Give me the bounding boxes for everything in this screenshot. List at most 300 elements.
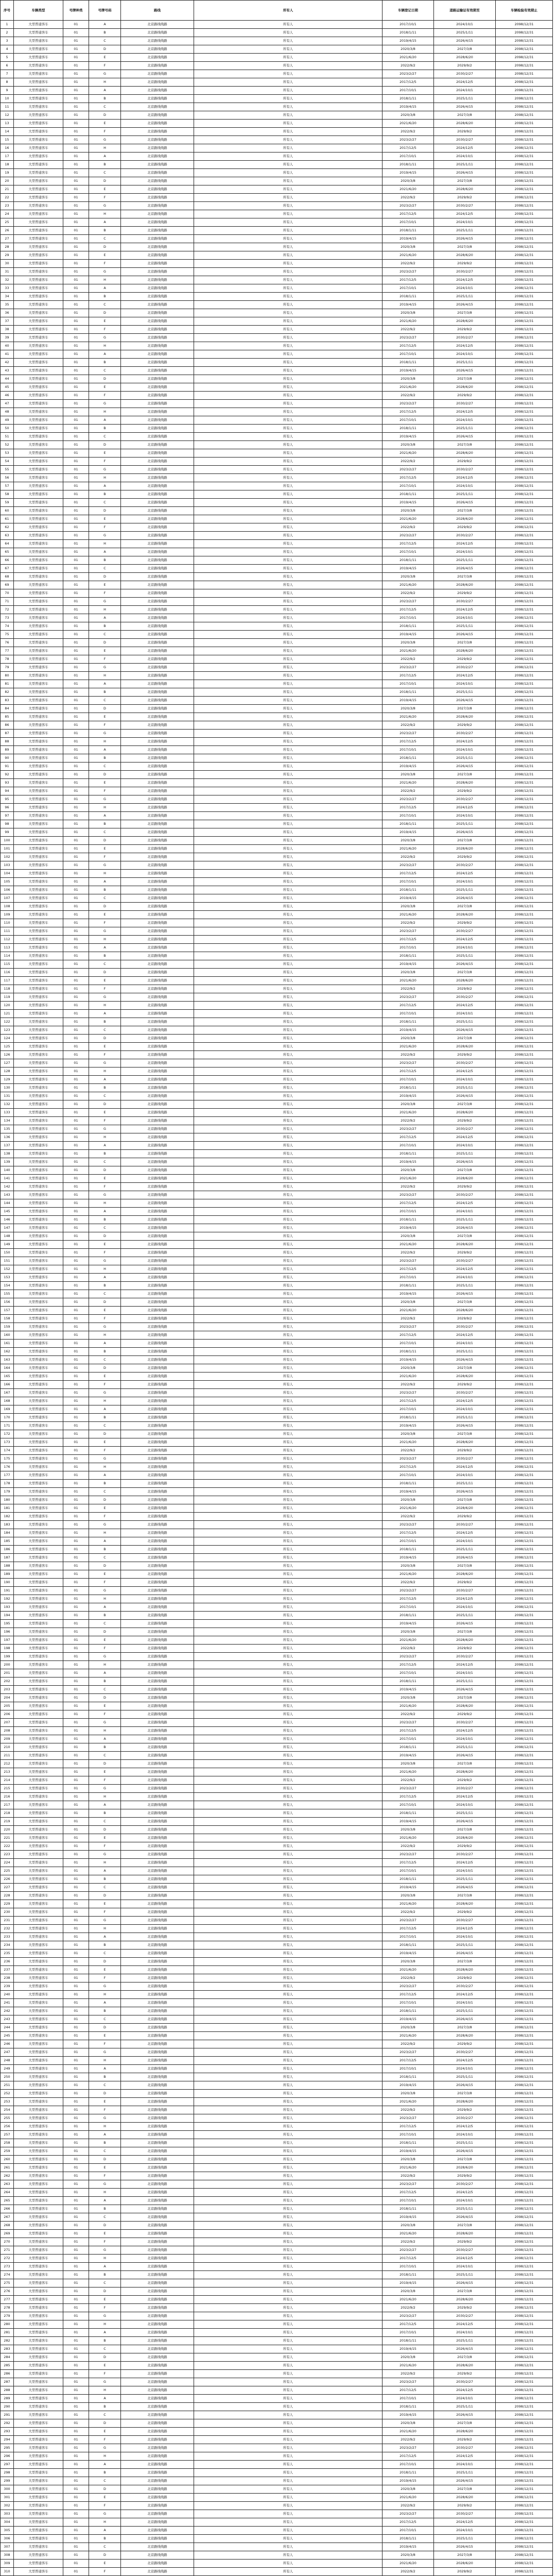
table-cell: 2098/12/31 [496, 894, 553, 903]
table-cell: 2024/10/1 [434, 2131, 496, 2139]
table-cell: 01 [63, 2287, 89, 2296]
table-cell: 大型普通客车 [14, 1760, 63, 1768]
table-row [1, 1727, 553, 1735]
table-cell: 所有人 [194, 1035, 383, 1043]
table-cell: 01 [63, 589, 89, 598]
table-cell: 301 [1, 2494, 14, 2502]
table-cell: E [89, 2560, 121, 2568]
table-cell: 2024/10/1 [434, 21, 496, 29]
table-cell: 120 [1, 1002, 14, 1010]
table-cell: 2098/12/31 [496, 1710, 553, 1719]
table-cell: 所有人 [194, 1801, 383, 1809]
table-cell: 01 [63, 1307, 89, 1315]
table-cell: 2018/1/11 [383, 952, 434, 960]
table-row [1, 1059, 553, 1067]
table-cell: 2098/12/31 [496, 433, 553, 441]
table-cell: 2022/9/2 [383, 392, 434, 400]
table-cell: 2023/2/27 [383, 1521, 434, 1529]
table-cell: 61 [1, 515, 14, 523]
table-cell: 2024/10/1 [434, 350, 496, 359]
table-cell: 所有人 [194, 771, 383, 779]
table-cell: 2025/1/11 [434, 820, 496, 828]
table-cell: E [89, 1109, 121, 1117]
table-cell: 203 [1, 1686, 14, 1694]
table-cell: 大型普通客车 [14, 1752, 63, 1760]
table-cell: 所有人 [194, 2353, 383, 2362]
table-cell: 214 [1, 1776, 14, 1785]
table-cell: 2098/12/31 [496, 2296, 553, 2304]
table-cell: 所有人 [194, 1925, 383, 1933]
table-cell: 270 [1, 2238, 14, 2246]
table-cell: 296 [1, 2452, 14, 2461]
table-row [1, 2057, 553, 2065]
table-cell: 大型普通客车 [14, 515, 63, 523]
table-cell: 2026/4/15 [434, 1092, 496, 1100]
table-cell: 北京路线线路 [121, 2090, 194, 2098]
table-cell: 大型普通客车 [14, 2156, 63, 2164]
header-cell: 号牌号码 [89, 1, 121, 21]
table-cell: 2098/12/31 [496, 1768, 553, 1776]
table-cell: 166 [1, 1381, 14, 1389]
table-cell: H [89, 2452, 121, 2461]
table-cell: 北京路线线路 [121, 2073, 194, 2081]
table-cell: 52 [1, 441, 14, 449]
table-cell: 大型普通客车 [14, 1002, 63, 1010]
table-cell: 01 [63, 1257, 89, 1265]
table-cell: 2024/12/5 [434, 2189, 496, 2197]
table-cell: 所有人 [194, 927, 383, 936]
table-cell: 北京路线线路 [121, 218, 194, 227]
table-cell: C [89, 1290, 121, 1298]
table-cell: 所有人 [194, 1521, 383, 1529]
table-cell: 2028/6/20 [434, 2230, 496, 2238]
table-cell: 55 [1, 466, 14, 474]
table-row [1, 1257, 553, 1265]
table-row [1, 507, 553, 515]
table-cell: H [89, 1067, 121, 1076]
table-cell: 大型普通客车 [14, 2551, 63, 2560]
table-row [1, 1389, 553, 1397]
table-cell: 229 [1, 1900, 14, 1908]
table-cell: 大型普通客车 [14, 1422, 63, 1430]
table-row [1, 1653, 553, 1661]
table-cell: 01 [63, 894, 89, 903]
table-cell: 2017/10/1 [383, 1340, 434, 1348]
table-cell: 79 [1, 664, 14, 672]
table-cell: 所有人 [194, 507, 383, 515]
table-cell: 2023/2/27 [383, 202, 434, 210]
table-cell: 244 [1, 2024, 14, 2032]
table-cell: 2017/10/1 [383, 614, 434, 622]
table-cell: 2027/3/8 [434, 1496, 496, 1504]
table-cell: G [89, 2312, 121, 2320]
table-cell: 17 [1, 152, 14, 161]
table-cell: 北京路线线路 [121, 1900, 194, 1908]
table-cell: 01 [63, 1809, 89, 1818]
table-cell: 2017/12/5 [383, 210, 434, 218]
table-cell: 2028/6/20 [434, 1109, 496, 1117]
table-row [1, 284, 553, 293]
table-cell: 2017/12/5 [383, 2518, 434, 2527]
table-row [1, 1933, 553, 1941]
table-cell: 01 [63, 1661, 89, 1669]
table-cell: 01 [63, 2568, 89, 2576]
table-cell: 2022/9/2 [383, 1315, 434, 1323]
table-cell: 106 [1, 886, 14, 894]
table-cell: 北京路线线路 [121, 523, 194, 532]
table-cell: 2018/1/11 [383, 1809, 434, 1818]
table-cell: 北京路线线路 [121, 820, 194, 828]
table-cell: 01 [63, 2395, 89, 2403]
table-cell: H [89, 738, 121, 746]
table-cell: 2020/3/8 [383, 1958, 434, 1966]
table-cell: E [89, 2494, 121, 2502]
table-cell: 北京路线线路 [121, 2395, 194, 2403]
table-cell: 01 [63, 490, 89, 499]
table-cell: 187 [1, 1554, 14, 1562]
table-cell: 2098/12/31 [496, 977, 553, 985]
table-cell: F [89, 1842, 121, 1851]
table-row [1, 886, 553, 894]
table-cell: 所有人 [194, 194, 383, 202]
table-cell: 北京路线线路 [121, 1447, 194, 1455]
table-cell: 2021/6/20 [383, 1241, 434, 1249]
table-cell: 2020/3/8 [383, 309, 434, 317]
table-cell: 所有人 [194, 787, 383, 795]
table-cell: 北京路线线路 [121, 2147, 194, 2156]
table-row [1, 688, 553, 697]
table-cell: H [89, 276, 121, 284]
table-cell: 所有人 [194, 1579, 383, 1587]
table-cell: 大型普通客车 [14, 2007, 63, 2015]
table-cell: 2017/10/1 [383, 548, 434, 556]
table-cell: 大型普通客车 [14, 1933, 63, 1941]
table-cell: 2098/12/31 [496, 556, 553, 565]
table-cell: F [89, 2172, 121, 2180]
table-cell: 2024/10/1 [434, 1669, 496, 1677]
table-cell: 2025/1/11 [434, 95, 496, 103]
table-cell: 所有人 [194, 1612, 383, 1620]
table-cell: 大型普通客车 [14, 1925, 63, 1933]
table-cell: 01 [63, 985, 89, 993]
table-cell: 北京路线线路 [121, 1026, 194, 1035]
table-cell: 北京路线线路 [121, 1908, 194, 1917]
table-cell: 所有人 [194, 589, 383, 598]
table-cell: 01 [63, 1430, 89, 1438]
table-cell: 2022/9/2 [383, 985, 434, 993]
table-cell: 所有人 [194, 334, 383, 342]
table-cell: 北京路线线路 [121, 2477, 194, 2485]
table-cell: 大型普通客车 [14, 2230, 63, 2238]
table-cell: 2098/12/31 [496, 1307, 553, 1315]
table-cell: 北京路线线路 [121, 1669, 194, 1677]
table-cell: 所有人 [194, 2477, 383, 2485]
table-cell: 191 [1, 1587, 14, 1595]
table-cell: 01 [63, 1958, 89, 1966]
table-cell: 2024/12/5 [434, 1859, 496, 1867]
table-cell: 北京路线线路 [121, 853, 194, 861]
table-cell: D [89, 771, 121, 779]
table-cell: 2027/3/8 [434, 243, 496, 251]
table-cell: 2019/4/15 [383, 2411, 434, 2419]
table-cell: 93 [1, 779, 14, 787]
table-cell: 2098/12/31 [496, 1793, 553, 1801]
table-cell: 所有人 [194, 1438, 383, 1447]
table-cell: 大型普通客车 [14, 177, 63, 185]
table-cell: 2029/9/2 [434, 62, 496, 70]
table-cell: 181 [1, 1504, 14, 1513]
table-cell: 2098/12/31 [496, 1776, 553, 1785]
table-cell: 北京路线线路 [121, 960, 194, 969]
table-cell: 283 [1, 2345, 14, 2353]
table-cell: 所有人 [194, 375, 383, 383]
table-cell: 2098/12/31 [496, 1521, 553, 1529]
table-cell: 2098/12/31 [496, 1743, 553, 1752]
table-cell: 2098/12/31 [496, 2040, 553, 2048]
table-cell: 所有人 [194, 936, 383, 944]
table-cell: 2021/6/20 [383, 185, 434, 194]
table-cell: 2024/10/1 [434, 1933, 496, 1941]
table-cell: 2023/2/27 [383, 1653, 434, 1661]
table-cell: F [89, 260, 121, 268]
table-cell: 大型普通客车 [14, 2403, 63, 2411]
table-cell: 01 [63, 2230, 89, 2238]
table-cell: 大型普通客车 [14, 433, 63, 441]
table-cell: C [89, 433, 121, 441]
table-cell: 2019/4/15 [383, 697, 434, 705]
table-cell: 2024/10/1 [434, 1867, 496, 1875]
table-cell: 01 [63, 1059, 89, 1067]
table-row [1, 2040, 553, 2048]
table-cell: B [89, 2535, 121, 2543]
table-cell: 2098/12/31 [496, 2238, 553, 2246]
table-cell: 2098/12/31 [496, 2370, 553, 2378]
table-cell: 2018/1/11 [383, 2535, 434, 2543]
table-row [1, 54, 553, 62]
table-row [1, 1818, 553, 1826]
table-row [1, 202, 553, 210]
table-cell: 北京路线线路 [121, 375, 194, 383]
table-cell: C [89, 2081, 121, 2090]
table-cell: 2027/3/8 [434, 1958, 496, 1966]
table-row [1, 466, 553, 474]
table-cell: 2028/6/20 [434, 2296, 496, 2304]
table-cell: 2026/4/15 [434, 2213, 496, 2222]
table-cell: E [89, 1241, 121, 1249]
table-cell: 88 [1, 738, 14, 746]
table-cell: 2024/10/1 [434, 2329, 496, 2337]
table-row [1, 1826, 553, 1834]
table-cell: 北京路线线路 [121, 1801, 194, 1809]
table-cell: 2098/12/31 [496, 2147, 553, 2156]
table-cell: 所有人 [194, 1834, 383, 1842]
table-cell: 2027/3/8 [434, 45, 496, 54]
table-row [1, 556, 553, 565]
table-cell: 2018/1/11 [383, 490, 434, 499]
table-cell: 所有人 [194, 1710, 383, 1719]
table-row [1, 1513, 553, 1521]
table-cell: 所有人 [194, 276, 383, 284]
table-cell: 2098/12/31 [496, 952, 553, 960]
table-cell: 116 [1, 969, 14, 977]
table-cell: 2029/9/2 [434, 2304, 496, 2312]
table-cell: E [89, 2296, 121, 2304]
table-cell: 大型普通客车 [14, 1224, 63, 1232]
table-cell: 2025/1/11 [434, 2271, 496, 2279]
table-cell: 01 [63, 1570, 89, 1579]
table-cell: 北京路线线路 [121, 1455, 194, 1463]
table-cell: 2023/2/27 [383, 1982, 434, 1991]
table-cell: 北京路线线路 [121, 1636, 194, 1645]
table-cell: 2021/6/20 [383, 317, 434, 326]
table-cell: 大型普通客车 [14, 1059, 63, 1067]
table-cell: 01 [63, 1579, 89, 1587]
table-cell: 70 [1, 589, 14, 598]
table-cell: C [89, 301, 121, 309]
table-cell: 2098/12/31 [496, 1405, 553, 1414]
table-cell: 所有人 [194, 1274, 383, 1282]
table-cell: 所有人 [194, 1818, 383, 1826]
table-cell: 308 [1, 2551, 14, 2560]
table-cell: 2098/12/31 [496, 870, 553, 878]
table-cell: 2028/6/20 [434, 779, 496, 787]
table-cell: 2029/9/2 [434, 392, 496, 400]
table-cell: 114 [1, 952, 14, 960]
table-cell: 北京路线线路 [121, 95, 194, 103]
table-cell: 01 [63, 210, 89, 218]
table-cell: 所有人 [194, 911, 383, 919]
table-cell: 大型普通客车 [14, 2296, 63, 2304]
table-cell: F [89, 853, 121, 861]
table-cell: 北京路线线路 [121, 1892, 194, 1900]
table-cell: 01 [63, 2057, 89, 2065]
table-cell: 所有人 [194, 672, 383, 680]
table-cell: 2098/12/31 [496, 2419, 553, 2428]
table-cell: 北京路线线路 [121, 169, 194, 177]
table-cell: 大型普通客车 [14, 1702, 63, 1710]
table-cell: 北京路线线路 [121, 1628, 194, 1636]
table-cell: 大型普通客车 [14, 1430, 63, 1438]
table-cell: 2030/2/27 [434, 993, 496, 1002]
table-cell: 01 [63, 1735, 89, 1743]
table-cell: 2098/12/31 [496, 1669, 553, 1677]
table-cell: 2028/6/20 [434, 2098, 496, 2106]
table-cell: 所有人 [194, 1636, 383, 1645]
table-cell: 2098/12/31 [496, 1661, 553, 1669]
table-cell: 2098/12/31 [496, 152, 553, 161]
table-cell: 01 [63, 375, 89, 383]
table-cell: 所有人 [194, 350, 383, 359]
table-cell: 所有人 [194, 2172, 383, 2180]
table-cell: 01 [63, 1175, 89, 1183]
table-cell: 2024/10/1 [434, 416, 496, 425]
table-cell: 2025/1/11 [434, 1018, 496, 1026]
table-cell: 北京路线线路 [121, 804, 194, 812]
table-cell: 大型普通客车 [14, 2378, 63, 2386]
table-cell: 125 [1, 1043, 14, 1051]
table-cell: 大型普通客车 [14, 589, 63, 598]
table-cell: 2021/6/20 [383, 977, 434, 985]
table-cell: 北京路线线路 [121, 1710, 194, 1719]
table-row [1, 21, 553, 29]
table-cell: 北京路线线路 [121, 919, 194, 927]
table-cell: 221 [1, 1834, 14, 1842]
table-cell: 2028/6/20 [434, 2560, 496, 2568]
table-cell: 所有人 [194, 342, 383, 350]
table-cell: 2098/12/31 [496, 812, 553, 820]
table-cell: 大型普通客车 [14, 1175, 63, 1183]
table-cell: 2027/3/8 [434, 2222, 496, 2230]
table-cell: 2017/12/5 [383, 804, 434, 812]
table-cell: 2017/10/1 [383, 482, 434, 490]
table-cell: 01 [63, 1076, 89, 1084]
table-cell: 2019/4/15 [383, 1554, 434, 1562]
table-row [1, 2477, 553, 2485]
table-cell: 大型普通客车 [14, 1768, 63, 1776]
table-cell: 大型普通客车 [14, 2139, 63, 2147]
table-row [1, 1908, 553, 1917]
table-cell: 7 [1, 70, 14, 78]
table-cell: 01 [63, 2411, 89, 2419]
table-cell: 所有人 [194, 1480, 383, 1488]
table-row [1, 1340, 553, 1348]
table-cell: 2028/6/20 [434, 2362, 496, 2370]
table-row [1, 359, 553, 367]
table-cell: 2098/12/31 [496, 136, 553, 144]
table-cell: 2098/12/31 [496, 2156, 553, 2164]
table-cell: 238 [1, 1974, 14, 1982]
table-cell: 大型普通客车 [14, 1645, 63, 1653]
table-cell: 2098/12/31 [496, 606, 553, 614]
table-cell: 大型普通客车 [14, 713, 63, 721]
table-cell: 所有人 [194, 1422, 383, 1430]
table-cell: 235 [1, 1950, 14, 1958]
table-cell: 所有人 [194, 2444, 383, 2452]
table-cell: 265 [1, 2197, 14, 2205]
table-cell: 01 [63, 2065, 89, 2073]
table-cell: 2098/12/31 [496, 1603, 553, 1612]
table-cell: 2098/12/31 [496, 309, 553, 317]
table-cell: C [89, 1620, 121, 1628]
table-cell: 2098/12/31 [496, 1389, 553, 1397]
table-cell: 所有人 [194, 664, 383, 672]
table-cell: 2028/6/20 [434, 2164, 496, 2172]
table-cell: 北京路线线路 [121, 1529, 194, 1537]
table-cell: 所有人 [194, 1208, 383, 1216]
table-cell: 2098/12/31 [496, 1323, 553, 1331]
table-row [1, 598, 553, 606]
table-row [1, 161, 553, 169]
table-cell: 249 [1, 2065, 14, 2073]
table-cell: 2022/9/2 [383, 919, 434, 927]
table-cell: 所有人 [194, 1488, 383, 1496]
table-row [1, 738, 553, 746]
table-cell: 01 [63, 2353, 89, 2362]
table-cell: 2098/12/31 [496, 1018, 553, 1026]
table-cell: 2028/6/20 [434, 1175, 496, 1183]
table-cell: B [89, 293, 121, 301]
table-cell: D [89, 2222, 121, 2230]
table-cell: 北京路线线路 [121, 499, 194, 507]
table-cell: 69 [1, 581, 14, 589]
table-cell: 北京路线线路 [121, 1150, 194, 1158]
table-cell: 所有人 [194, 2090, 383, 2098]
table-cell: 01 [63, 1092, 89, 1100]
table-cell: 所有人 [194, 1175, 383, 1183]
table-cell: 所有人 [194, 2518, 383, 2527]
table-cell: 5 [1, 54, 14, 62]
table-cell: 20 [1, 177, 14, 185]
